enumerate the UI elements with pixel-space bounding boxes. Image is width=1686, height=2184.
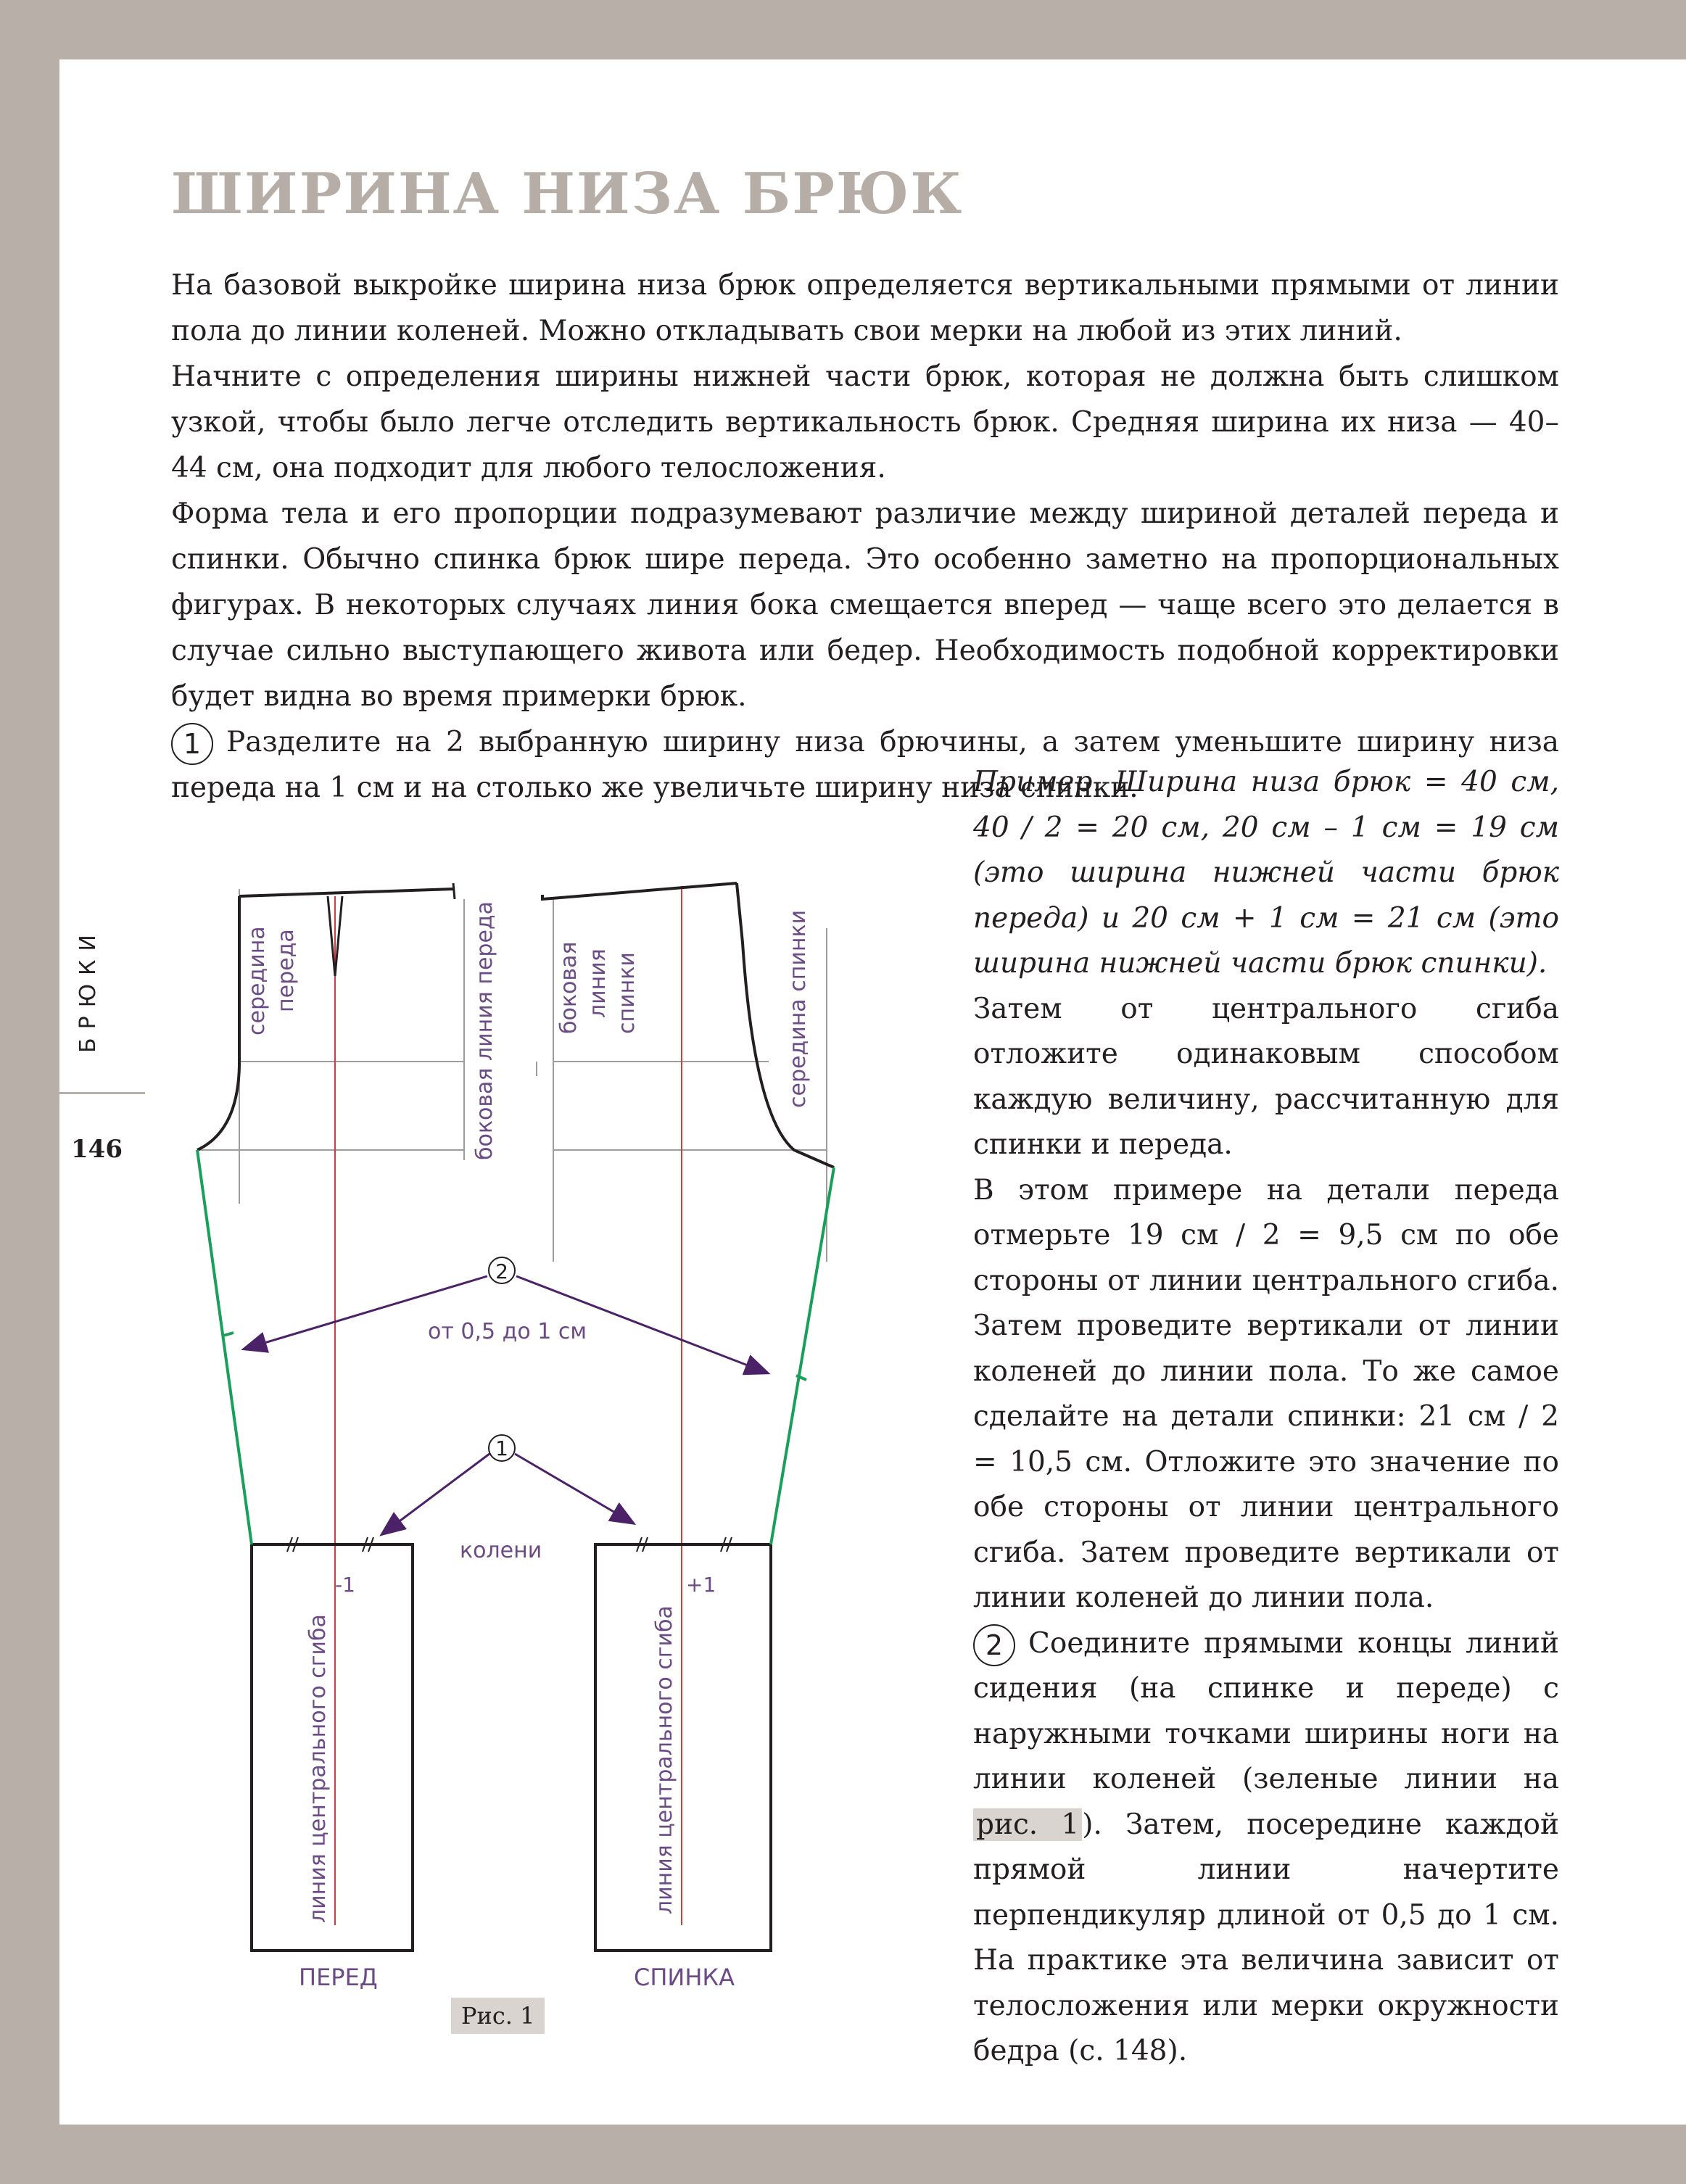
step-1-marker: 1 xyxy=(171,723,213,765)
paragraph: Затем от центрального сгиба отложите одинаковым способом каждую величину, рассчитанную для спинки и переда. xyxy=(973,992,1559,1161)
figure-reference-link[interactable]: рис. 1 xyxy=(973,1808,1082,1841)
svg-text:2: 2 xyxy=(495,1259,508,1283)
label-fold-front: линия центрального сгиба xyxy=(305,1614,331,1923)
label-front-center: переда xyxy=(273,929,299,1012)
paragraph: Начните с определения ширины нижней части брюк, которая не должна быть слишком узкой, чтобы было легче отследить вертикальность брюк. Средняя ширина их низа — 40–44 см, она подходит для любого телосложения. xyxy=(171,360,1559,484)
label-minus: -1 xyxy=(335,1573,355,1597)
label-back-side: боковая xyxy=(556,941,582,1034)
divider xyxy=(59,1092,145,1094)
label-fold-back: линия центрального сгиба xyxy=(652,1605,677,1914)
section-label: БРЮКИ xyxy=(75,926,101,1053)
figure-caption: Рис. 1 xyxy=(451,1998,545,2034)
right-column xyxy=(973,760,1559,2075)
green-side-lines xyxy=(197,1150,834,1544)
label-back-side: спинки xyxy=(614,952,640,1034)
label-back-center: середина спинки xyxy=(785,909,811,1108)
paragraph: Форма тела и его пропорции подразумевают различие между шириной деталей переда и спинки. Обычно спинка брюк шире переда. Это особенно заметно на пропорциональных фигурах. В некоторых случаях линия бока смещается вперед — чаще всего это делается в случае сильно выступающего живота или бедер. Необходимость подобной корректировки будет видна во время примерки брюк. xyxy=(171,497,1559,713)
label-plus: +1 xyxy=(686,1573,716,1597)
example-text: Пример. Ширина низа брюк = 40 см, 40 / 2 = 20 см, 20 см – 1 см = 19 см (это ширина нижней части брюк переда) и 20 см + 1 см = 21 см (это ширина нижней части брюк спинки). xyxy=(973,766,1559,980)
label-front-center: середина xyxy=(244,926,270,1035)
paragraph: В этом примере на детали переда отмерьте 19 см / 2 = 9,5 см по обе стороны от линии центрального сгиба. Затем проведите вертикали от линии коленей до линии пола. То же самое сделайте на детали спинки: 21 см / 2 = 10,5 см. Отложите это значение по обе стороны от линии центрального сгиба. Затем проведите вертикали от линии коленей до линии пола. xyxy=(973,1173,1559,1614)
label-back: СПИНКА xyxy=(634,1964,735,1991)
page-title: ШИРИНА НИЗА БРЮК xyxy=(171,161,964,227)
label-knees: колени xyxy=(460,1538,542,1563)
step-1-text: Разделите на 2 выбранную ширину низа брючины, а затем уменьшите ширину низа переда на 1 см и на столько же увеличьте ширину низа спинки. xyxy=(171,726,1559,804)
step-2 xyxy=(973,1621,1559,2075)
marker-1 xyxy=(489,1435,515,1461)
label-front: ПЕРЕД xyxy=(299,1964,378,1991)
annotation-arrows xyxy=(245,1276,766,1534)
marker-2 xyxy=(489,1257,515,1283)
step-2-text-after: ). Затем, посередине каждой прямой линии начертите перпендикуляр длиной от 0,5 до 1 см. На практике эта величина зависит от телосложения или мерки окружности бедра (с. 148). xyxy=(973,1808,1559,2067)
trouser-pattern-figure xyxy=(167,805,892,2038)
step-2-marker: 2 xyxy=(973,1624,1015,1666)
step-2-text-before: Соедините прямыми концы линий сидения (на спинке и переде) с наружными точками ширины ноги на линии коленей (зеленые линии на xyxy=(973,1626,1559,1795)
label-offset: от 0,5 до 1 см xyxy=(428,1319,587,1344)
intro-text xyxy=(171,262,1559,811)
label-back-side: линия xyxy=(585,948,611,1018)
fold-lines xyxy=(335,886,682,1925)
paragraph: На базовой выкройке ширина низа брюк определяется вертикальными прямыми от линии пола до линии коленей. Можно откладывать свои мерки на любой из этих линий. xyxy=(171,269,1559,347)
label-front-side: боковая линия переда xyxy=(472,901,497,1160)
page-number: 146 xyxy=(71,1135,123,1164)
svg-text:1: 1 xyxy=(495,1436,508,1460)
